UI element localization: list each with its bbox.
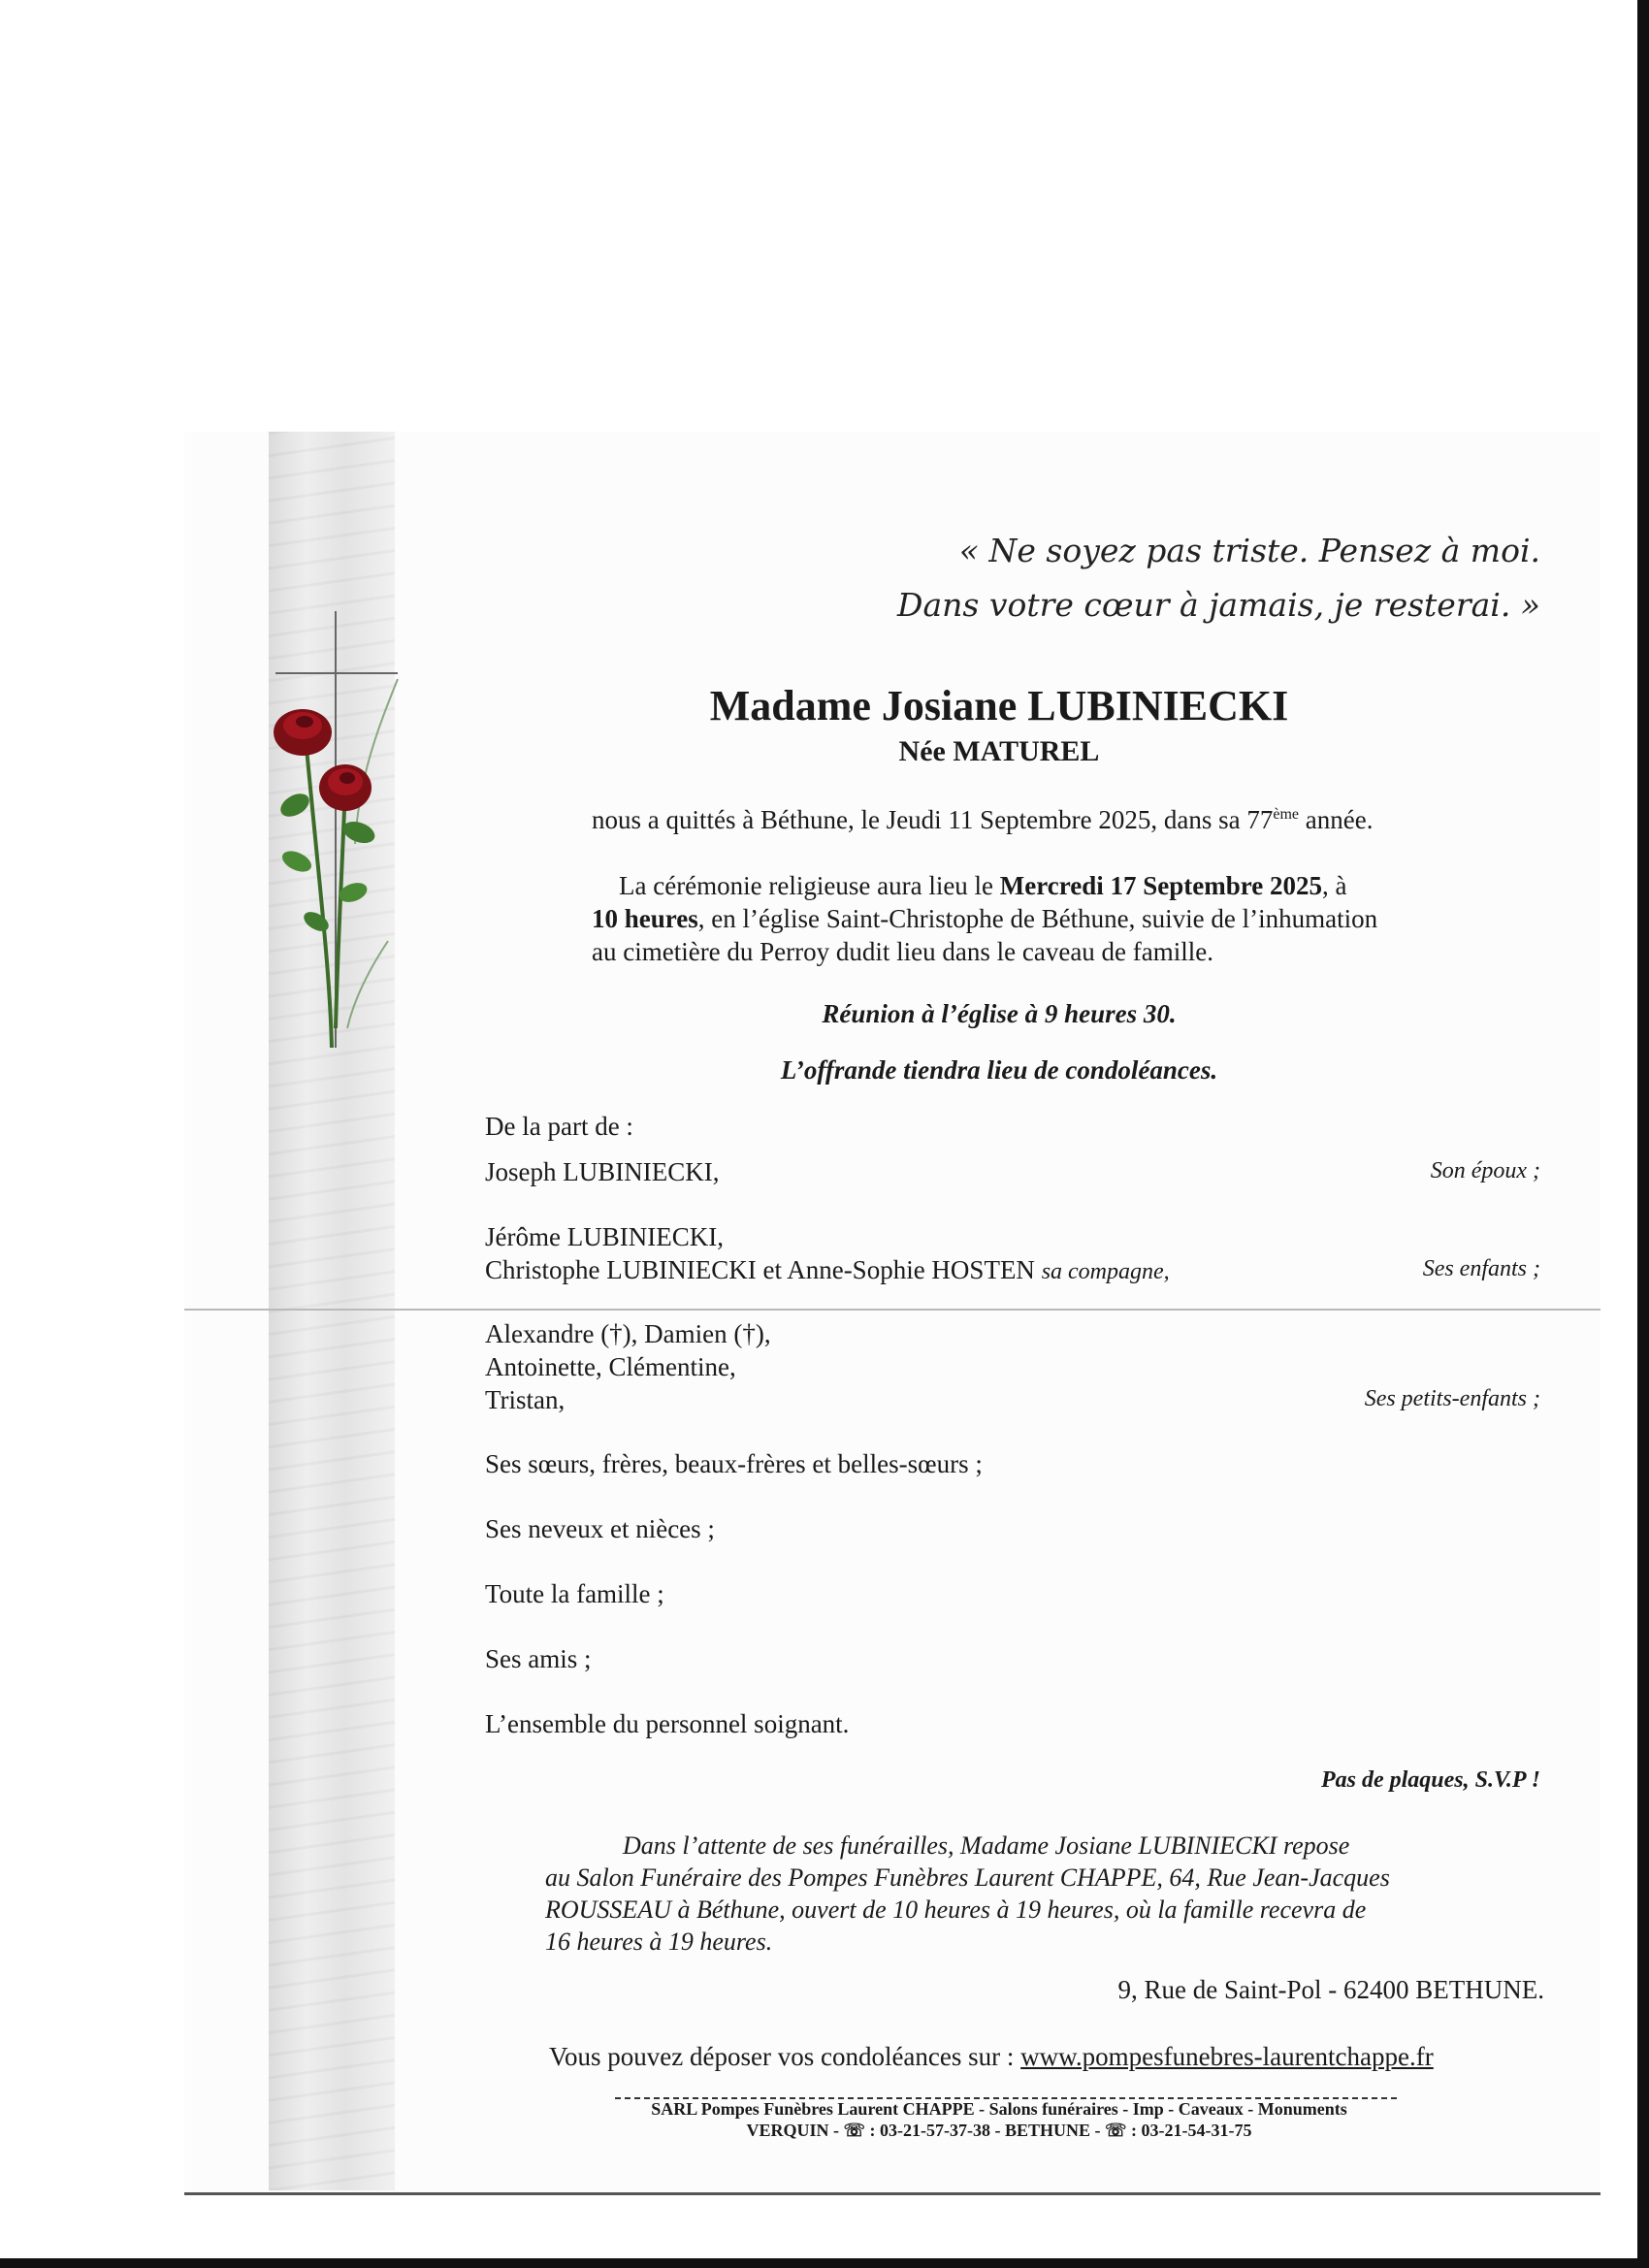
spouse-role: Son époux ; xyxy=(1430,1158,1540,1183)
ceremony-line-3: au cimetière du Perroy dudit lieu dans le caveau de famille. xyxy=(592,937,1213,966)
ceremony-line-1 xyxy=(619,871,1346,901)
ceremony-date: Mercredi 17 Septembre 2025 xyxy=(999,871,1322,900)
cross-and-roses-illustration xyxy=(262,601,436,1057)
leaf xyxy=(279,847,315,876)
company-phones: VERQUIN - ☏ : 03-21-57-37-38 - BETHUNE - ☏ : 03-21-54-31-75 xyxy=(746,2121,1252,2140)
child-2 xyxy=(485,1255,1170,1285)
ceremony-line-2 xyxy=(592,904,1377,934)
death-notice-text: nous a quittés à Béthune, le Jeudi 11 Septembre 2025, dans sa 77 xyxy=(592,805,1274,834)
no-plaques-notice: Pas de plaques, S.V.P ! xyxy=(1320,1767,1540,1793)
care-staff: L’ensemble du personnel soignant. xyxy=(485,1709,850,1738)
ceremony-time: 10 heures xyxy=(592,904,698,933)
grandchildren-line-3: Tristan, xyxy=(485,1385,566,1414)
funeral-home-line-1: Dans l’attente de ses funérailles, Madame Josiane LUBINIECKI repose xyxy=(623,1831,1350,1860)
company-info: SARL Pompes Funèbres Laurent CHAPPE - Salons funéraires - Imp - Caveaux - Monuments xyxy=(651,2099,1347,2119)
death-notice-end: année. xyxy=(1299,805,1374,834)
grandchildren-line-2: Antoinette, Clémentine, xyxy=(485,1352,736,1381)
funeral-home-line-2: au Salon Funéraire des Pompes Funèbres Laurent CHAPPE, 64, Rue Jean-Jacques xyxy=(545,1863,1390,1892)
offrande-notice: L’offrande tiendra lieu de condoléances. xyxy=(780,1055,1218,1085)
reunion-notice: Réunion à l’église à 9 heures 30. xyxy=(822,999,1177,1028)
condolences-link[interactable]: www.pompesfunebres-laurentchappe.fr xyxy=(1020,2042,1434,2071)
death-notice xyxy=(592,805,1373,835)
grandchildren-role: Ses petits-enfants ; xyxy=(1364,1386,1540,1411)
friends: Ses amis ; xyxy=(485,1644,592,1673)
children-role: Ses enfants ; xyxy=(1422,1256,1540,1281)
ceremony-text-end: , à xyxy=(1321,871,1347,900)
ceremony-location: , en l’église Saint-Christophe de Béthune, suivie de l’inhumation xyxy=(697,904,1378,933)
scan-border-right xyxy=(1637,0,1649,2268)
leaf xyxy=(276,789,313,821)
funeral-home-line-3: ROUSSEAU à Béthune, ouvert de 10 heures à 19 heures, où la famille recevra de xyxy=(545,1895,1367,1924)
rose-2 xyxy=(319,764,372,811)
from-label: De la part de : xyxy=(485,1112,633,1141)
leaf xyxy=(301,908,332,935)
child-2-note: sa compagne, xyxy=(1041,1259,1170,1284)
quote-line-1: « Ne soyez pas triste. Pensez à moi. xyxy=(958,532,1540,569)
fold-line xyxy=(184,1309,1600,1311)
grandchildren-line-1: Alexandre (†), Damien (†), xyxy=(485,1319,771,1348)
spouse-name: Joseph LUBINIECKI, xyxy=(485,1157,720,1186)
deceased-name: Madame Josiane LUBINIECKI xyxy=(709,682,1289,729)
address: 9, Rue de Saint-Pol - 62400 BETHUNE. xyxy=(1117,1975,1544,2004)
funeral-home-line-4: 16 heures à 19 heures. xyxy=(545,1928,773,1956)
whole-family: Toute la famille ; xyxy=(485,1579,664,1608)
rose-stem-2 xyxy=(336,786,345,1028)
siblings: Ses sœurs, frères, beaux-frères et belles-sœurs ; xyxy=(485,1449,983,1478)
nephews-nieces: Ses neveux et nièces ; xyxy=(485,1514,715,1543)
quote-line-2: Dans votre cœur à jamais, je resterai. » xyxy=(897,586,1540,624)
ordinal-suffix: ème xyxy=(1273,806,1300,823)
condolences-line xyxy=(549,2042,1434,2072)
child-2-name: Christophe LUBINIECKI et Anne-Sophie HOSTEN xyxy=(485,1255,1042,1284)
condolences-text: Vous pouvez déposer vos condoléances sur : xyxy=(549,2042,1021,2071)
birth-name: Née MATUREL xyxy=(898,735,1100,767)
ceremony-text: La cérémonie religieuse aura lieu le xyxy=(619,871,1000,900)
scan-border-bottom xyxy=(0,2258,1649,2268)
child-1: Jérôme LUBINIECKI, xyxy=(485,1222,724,1251)
